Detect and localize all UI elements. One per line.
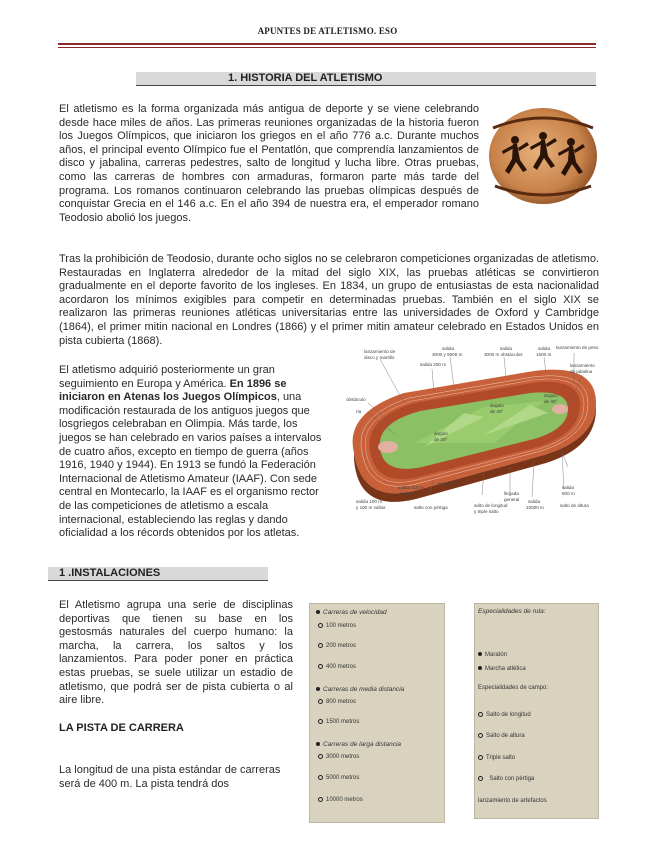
list-item-maraton xyxy=(478,652,507,658)
label-salida-1500-b: 1500 m xyxy=(536,352,552,357)
bullet-ring xyxy=(318,623,323,628)
bullet-ring xyxy=(318,719,323,724)
bullet-dot xyxy=(478,652,482,656)
list-item-10000m xyxy=(318,797,363,803)
list-item-200m-text: 200 metros xyxy=(326,643,357,650)
label-lanz-disco: lanzamiento de xyxy=(364,349,396,354)
paragraph-history-2: Tras la prohibición de Teodosio, durante ocho siglos no se celebraron competiciones organizadas de atletismo. Restauradas en Inglaterra alrededor de la mitad del siglo XIX, las pruebas atléticas se convirtieron gradualmente en el deporte favorito de los ingleses. En 1834, un grupo de entusiastas de esta nacionalidad acordaron los mínimos exigibles para competir en determinadas pruebas. También en el siglo XIX se realizaron las primeras reuniones atléticas universitarias entre las universidades de Oxford y Cambridge (1864), el primer mitin nacional en Londres (1866) y el primer mitin amateur celebrado en Estados Unidos en pista cubierta (1868). xyxy=(59,253,599,347)
box-carreras xyxy=(309,603,445,823)
bullet-ring xyxy=(478,755,483,760)
label-salida-1500: salida xyxy=(538,346,551,351)
document-header: APUNTES DE ATLETISMO. ESO xyxy=(257,26,398,36)
label-llegada: llegada xyxy=(504,491,519,496)
list-item-3000m xyxy=(318,754,359,760)
list-item-longitud xyxy=(478,712,531,718)
list-item-altura-text: Salto de altura xyxy=(486,733,525,740)
label-salto-altura: salto de altura xyxy=(560,503,589,508)
bullet-dot xyxy=(316,610,320,614)
bullet-ring xyxy=(478,776,483,781)
label-llegada-2: general xyxy=(504,497,520,502)
list-item-800m xyxy=(318,699,356,705)
heading-ruta: Especialidades de ruta: xyxy=(478,608,546,615)
list-item-marcha xyxy=(478,666,526,672)
list-item-1500m-text: 1500 metros xyxy=(326,719,360,726)
list-heading-larga xyxy=(316,741,401,748)
list-heading-media-text: Carreras de media distancia xyxy=(323,686,405,693)
bullet-ring xyxy=(478,712,483,717)
paragraph-history-3-bold: En 1896 se iniciaron en Atenas los Juegos Olímpicos xyxy=(59,377,287,404)
greek-vase-image xyxy=(487,104,599,209)
bullet-ring xyxy=(318,643,323,648)
label-angulo-40: ángulo xyxy=(490,403,504,408)
label-salida-3000: salida xyxy=(442,346,455,351)
label-lanz-jabalina: lanzamiento xyxy=(570,363,595,368)
list-item-100m-text: 100 metros xyxy=(326,623,357,630)
header-rule-thick xyxy=(58,43,596,45)
box-especialidades xyxy=(474,603,599,819)
bullet-ring xyxy=(318,797,323,802)
list-item-10000m-text: 10000 metros xyxy=(326,797,363,804)
list-item-400m xyxy=(318,664,356,670)
subtitle-pista: LA PISTA DE CARRERA xyxy=(59,722,184,734)
label-salida-110: salida 110 m xyxy=(398,485,424,490)
paragraph-instalaciones: El Atletismo agrupa una serie de disciplinas deportivas que tienen su base en los gestosmás naturales del cuerpo humano: la marcha, la carrera, los saltos y los lanzamientos. Para poder poner en práctica estas pruebas, se suele utilizar un estadio de atletismo, que podrá ser de pista cubierta o al aire libre. xyxy=(59,599,293,707)
list-item-marcha-text: Marcha atlética xyxy=(485,666,526,672)
bullet-dot xyxy=(316,742,320,746)
label-salida-800-b: 800 m xyxy=(562,491,575,496)
header-rule-thin xyxy=(58,47,596,48)
label-salto-longitud: salto de longitud xyxy=(474,503,508,508)
paragraph-history-3-start: El atletismo adquirió posteriormente un gran seguimiento en Europa y América. xyxy=(59,364,275,390)
list-item-pertiga-text: Salto con pértiga xyxy=(489,776,535,783)
label-recta-final: recta final xyxy=(438,481,458,486)
list-item-altura xyxy=(478,733,525,739)
paragraph-history-3 xyxy=(59,364,327,541)
label-lanz-peso: lanzamiento de peso xyxy=(556,345,599,350)
list-item-pertiga xyxy=(478,776,534,782)
label-lanz-disco-2: disco y martillo xyxy=(364,355,395,360)
label-salida-110-b: vallas xyxy=(400,491,412,496)
label-salto-pertiga: salto con pértiga xyxy=(414,505,448,510)
label-salida-10000: salida xyxy=(528,499,541,504)
label-salida-100: salida 100 m xyxy=(356,499,383,504)
list-item-3000m-text: 3000 metros xyxy=(326,754,360,761)
label-ria: ría xyxy=(356,409,362,414)
list-item-100m xyxy=(318,623,356,629)
bullet-dot xyxy=(478,666,482,670)
label-angulo-45: ángulo xyxy=(544,393,558,398)
list-heading-velocidad-text: Carreras de velocidad xyxy=(323,609,387,616)
label-salida-obst: salida xyxy=(500,346,513,351)
list-item-200m xyxy=(318,643,356,649)
section-title-historia: 1. HISTORIA DEL ATLETISMO xyxy=(136,72,596,86)
paragraph-history-3-end: , una modificación restaurada de los antiguos juegos que losgriegos celebraban en Olimpia. Más tarde, los juegos se han celebrado en varios países a intervalos de cuatro años, excepto en tiempo de guerra (años 1916, 1940 y 1944). En 1913 se fundó la Federación Internacional de Atletismo Amateur (IAAF). Con sede central en Montecarlo, la IAAF es el organismo rector de las competiciones de atletismo a escala internacional, estableciendo las reglas y dando oficialidad a los récords obtenidos por los atletas. xyxy=(59,391,322,540)
list-heading-larga-text: Carreras de larga distancia xyxy=(323,741,402,748)
list-item-1500m xyxy=(318,719,359,725)
bullet-ring xyxy=(478,733,483,738)
label-salto-longitud-2: y triple salto xyxy=(474,509,499,514)
label-lanz-jabalina-2: de jabalina xyxy=(570,369,593,374)
list-item-lanzamiento: lanzamiento de artefactos xyxy=(478,798,547,804)
label-salida-200: salida 200 m xyxy=(420,362,447,367)
label-angulo-29: ángulo xyxy=(434,431,448,436)
label-salida-obst-2: 3000 m obstáculos xyxy=(484,352,523,357)
label-salida-100-b: y 100 m vallas xyxy=(356,505,386,510)
list-item-5000m-text: 5000 metros xyxy=(326,775,360,782)
heading-campo: Especialidades de campo: xyxy=(478,685,549,691)
list-item-5000m xyxy=(318,775,359,781)
paragraph-history-1: El atletismo es la forma organizada más antigua de deporte y se viene celebrando desde hace miles de años. Las primeras reuniones organizadas de la historia fueron los Juegos Olímpicos, que iniciaron los griegos en el año 776 a.c. Durante muchos años, el principal evento Olímpico fue el Pentatlón, que comprendía lanzamientos de disco y jabalina, carreras pedestres, salto de longitud y lucha libre. Otras pruebas, como las carreras de hombres con armaduras, formaron parte más tarde del programa. Los romanos continuaron celebrando las pruebas olímpicas después de conquistar Grecia en el 146 a.c. En el año 394 de nuestra era, el emperador romano Teodosio abolió los juegos. xyxy=(59,103,479,224)
bullet-dot xyxy=(316,687,320,691)
section-title-instalaciones: 1 .INSTALACIONES xyxy=(48,567,268,581)
paragraph-pista: La longitud de una pista estándar de carreras será de 400 m. La pista tendrá dos xyxy=(59,764,281,790)
label-salida-10000-b: 10000 m xyxy=(526,505,544,510)
label-salida-800: salida xyxy=(562,485,575,490)
stadium-diagram xyxy=(334,343,604,523)
list-item-800m-text: 800 metros xyxy=(326,699,357,706)
list-item-maraton-text: Maratón xyxy=(485,652,508,658)
list-item-longitud-text: Salto de longitud xyxy=(486,712,531,719)
list-item-400m-text: 400 metros xyxy=(326,664,357,671)
list-heading-velocidad xyxy=(316,609,387,616)
bullet-ring xyxy=(318,699,323,704)
bullet-ring xyxy=(318,664,323,669)
list-item-triple-text: Triple salto xyxy=(486,755,516,762)
label-angulo-29-b: de 29° xyxy=(434,437,448,442)
label-angulo-40-b: de 40° xyxy=(490,409,504,414)
label-angulo-45-b: de 45° xyxy=(544,399,558,404)
list-heading-media xyxy=(316,686,404,693)
label-salida-3000-b: 3000 y 5000 m xyxy=(432,352,463,357)
bullet-ring xyxy=(318,775,323,780)
bullet-ring xyxy=(318,754,323,759)
label-obstaculo: obstáculo xyxy=(346,397,366,402)
list-item-triple xyxy=(478,755,515,761)
